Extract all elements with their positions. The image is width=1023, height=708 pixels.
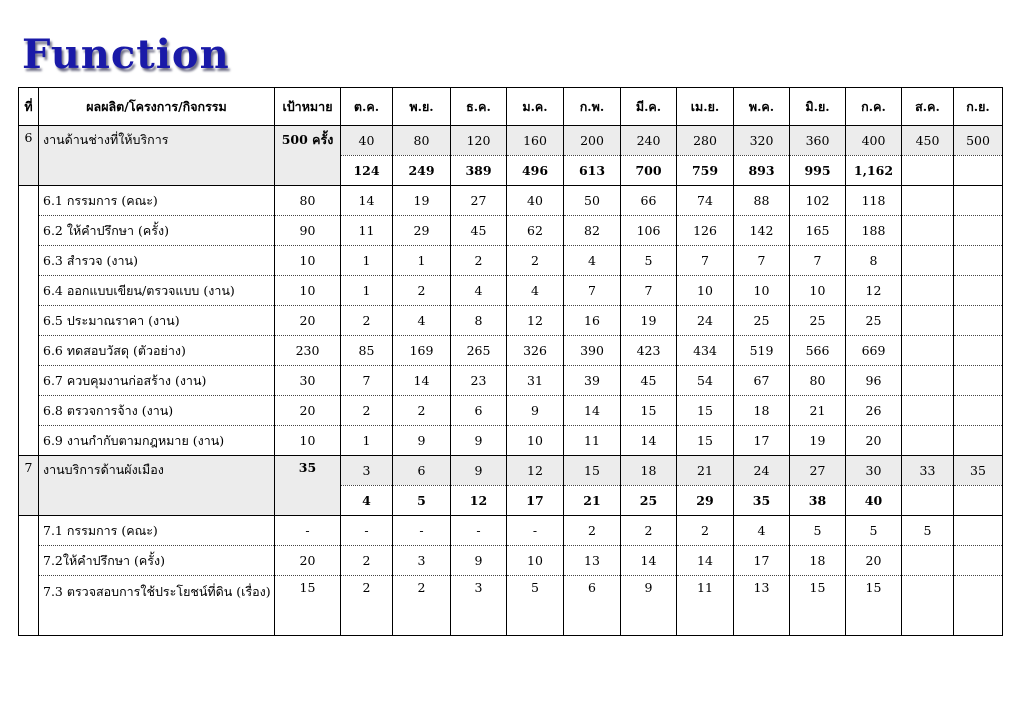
item-name: 7.1 กรรมการ (คณะ) — [39, 516, 275, 546]
item-name: 6.5 ประมาณราคา (งาน) — [39, 306, 275, 336]
item-value: 12 — [846, 276, 902, 306]
item-value: 18 — [734, 396, 790, 426]
item-target: 90 — [275, 216, 341, 246]
item-value: 7 — [790, 246, 846, 276]
item-value: 19 — [621, 306, 677, 336]
actual-value: 38 — [790, 486, 846, 516]
item-name: 6.7 ควบคุมงานก่อสร้าง (งาน) — [39, 366, 275, 396]
item-target: 230 — [275, 336, 341, 366]
item-value: 1 — [393, 246, 451, 276]
item-value: 2 — [341, 396, 393, 426]
header-month: ก.ค. — [846, 88, 902, 126]
actual-value: 893 — [734, 156, 790, 186]
item-value: 16 — [564, 306, 621, 336]
group-name: งานด้านช่างที่ให้บริการ — [39, 126, 275, 186]
item-value: 23 — [451, 366, 507, 396]
item-value: 7 — [621, 276, 677, 306]
item-value — [902, 366, 954, 396]
item-value — [902, 336, 954, 366]
group-number: 7 — [19, 456, 39, 516]
plan-value: 400 — [846, 126, 902, 156]
item-value: 21 — [790, 396, 846, 426]
group-plan-row — [19, 126, 1003, 156]
item-value: 8 — [846, 246, 902, 276]
group-name: งานบริการด้านผังเมือง — [39, 456, 275, 516]
item-value: 54 — [677, 366, 734, 396]
item-value: 4 — [451, 276, 507, 306]
item-name: 6.2 ให้คำปรึกษา (ครั้ง) — [39, 216, 275, 246]
actual-value: 249 — [393, 156, 451, 186]
item-value — [954, 336, 1003, 366]
item-value: 188 — [846, 216, 902, 246]
item-value: 82 — [564, 216, 621, 246]
item-row — [19, 426, 1003, 456]
item-value: 15 — [846, 576, 902, 636]
item-value: 169 — [393, 336, 451, 366]
item-value: 15 — [621, 396, 677, 426]
plan-value: 120 — [451, 126, 507, 156]
actual-value — [902, 156, 954, 186]
plan-value: 160 — [507, 126, 564, 156]
item-value: 96 — [846, 366, 902, 396]
item-value: 2 — [341, 546, 393, 576]
plan-value: 450 — [902, 126, 954, 156]
item-row — [19, 216, 1003, 246]
item-value: 50 — [564, 186, 621, 216]
page-title: Function — [22, 31, 230, 78]
item-value: 2 — [507, 246, 564, 276]
item-value: 74 — [677, 186, 734, 216]
header-month: ม.ค. — [507, 88, 564, 126]
plan-value: 240 — [621, 126, 677, 156]
item-value: 4 — [393, 306, 451, 336]
item-target: - — [275, 516, 341, 546]
item-row — [19, 546, 1003, 576]
item-row — [19, 336, 1003, 366]
item-value: 13 — [734, 576, 790, 636]
item-value: 2 — [677, 516, 734, 546]
item-value: 20 — [846, 426, 902, 456]
item-value — [954, 306, 1003, 336]
item-target: 80 — [275, 186, 341, 216]
item-value: 2 — [621, 516, 677, 546]
item-row — [19, 516, 1003, 546]
header-target: เป้าหมาย — [275, 88, 341, 126]
header-output: ผลผลิต/โครงการ/กิจกรรม — [39, 88, 275, 126]
item-name: 6.3 สำรวจ (งาน) — [39, 246, 275, 276]
header-month: พ.ค. — [734, 88, 790, 126]
item-value: 5 — [507, 576, 564, 636]
item-value: 4 — [564, 246, 621, 276]
item-value: 102 — [790, 186, 846, 216]
item-value — [954, 186, 1003, 216]
header-row — [19, 88, 1003, 126]
item-target: 10 — [275, 426, 341, 456]
item-name: 6.9 งานกำกับตามกฎหมาย (งาน) — [39, 426, 275, 456]
actual-value: 5 — [393, 486, 451, 516]
item-row — [19, 576, 1003, 636]
item-value: 14 — [393, 366, 451, 396]
item-value — [954, 576, 1003, 636]
item-value: 14 — [564, 396, 621, 426]
item-value: 2 — [451, 246, 507, 276]
item-value: - — [507, 516, 564, 546]
item-value: - — [451, 516, 507, 546]
item-value: 14 — [341, 186, 393, 216]
item-row — [19, 246, 1003, 276]
item-value — [954, 246, 1003, 276]
item-value: 20 — [846, 546, 902, 576]
item-value: 10 — [507, 546, 564, 576]
item-value: 3 — [393, 546, 451, 576]
item-value: 45 — [451, 216, 507, 246]
item-value: 7 — [677, 246, 734, 276]
actual-value: 389 — [451, 156, 507, 186]
actual-value — [954, 486, 1003, 516]
item-value: 13 — [564, 546, 621, 576]
plan-value: 24 — [734, 456, 790, 486]
plan-value: 320 — [734, 126, 790, 156]
plan-value: 33 — [902, 456, 954, 486]
item-value — [902, 546, 954, 576]
plan-value: 27 — [790, 456, 846, 486]
actual-value: 613 — [564, 156, 621, 186]
item-value: 17 — [734, 426, 790, 456]
actual-value — [902, 486, 954, 516]
item-target: 10 — [275, 246, 341, 276]
header-month: ก.ย. — [954, 88, 1003, 126]
item-value: 12 — [507, 306, 564, 336]
item-value: 9 — [507, 396, 564, 426]
item-row — [19, 366, 1003, 396]
item-target: 10 — [275, 276, 341, 306]
plan-value: 18 — [621, 456, 677, 486]
group-target: 35 — [275, 456, 341, 516]
item-value: 40 — [507, 186, 564, 216]
item-value — [902, 246, 954, 276]
item-value: 11 — [564, 426, 621, 456]
item-value: 9 — [451, 546, 507, 576]
item-value: 2 — [564, 516, 621, 546]
plan-value: 360 — [790, 126, 846, 156]
item-value — [902, 426, 954, 456]
group-target: 500 ครั้ง — [275, 126, 341, 186]
plan-value: 200 — [564, 126, 621, 156]
item-value: - — [393, 516, 451, 546]
item-value: 2 — [341, 306, 393, 336]
item-value: 26 — [846, 396, 902, 426]
actual-value: 995 — [790, 156, 846, 186]
item-value: 85 — [341, 336, 393, 366]
item-name: 6.1 กรรมการ (คณะ) — [39, 186, 275, 216]
item-value: 118 — [846, 186, 902, 216]
item-value: 519 — [734, 336, 790, 366]
item-value: 423 — [621, 336, 677, 366]
item-value — [902, 576, 954, 636]
actual-value — [954, 156, 1003, 186]
item-value: 24 — [677, 306, 734, 336]
plan-value: 280 — [677, 126, 734, 156]
item-value: 15 — [677, 426, 734, 456]
group-plan-row — [19, 456, 1003, 486]
actual-value: 759 — [677, 156, 734, 186]
plan-value: 6 — [393, 456, 451, 486]
actual-value: 12 — [451, 486, 507, 516]
item-value — [954, 426, 1003, 456]
item-value: 19 — [393, 186, 451, 216]
item-value: 45 — [621, 366, 677, 396]
item-name: 6.8 ตรวจการจ้าง (งาน) — [39, 396, 275, 426]
actual-value: 25 — [621, 486, 677, 516]
item-value: 6 — [564, 576, 621, 636]
item-value: 11 — [341, 216, 393, 246]
item-value: 434 — [677, 336, 734, 366]
plan-value: 35 — [954, 456, 1003, 486]
item-value: 2 — [341, 576, 393, 636]
item-value — [954, 516, 1003, 546]
item-value — [902, 216, 954, 246]
item-row — [19, 276, 1003, 306]
item-value: 67 — [734, 366, 790, 396]
item-value: 17 — [734, 546, 790, 576]
header-month: เม.ย. — [677, 88, 734, 126]
item-value — [902, 306, 954, 336]
item-value — [954, 546, 1003, 576]
item-value: 10 — [677, 276, 734, 306]
item-value: 11 — [677, 576, 734, 636]
item-value: 2 — [393, 276, 451, 306]
item-value — [954, 366, 1003, 396]
item-value: 1 — [341, 426, 393, 456]
plan-value: 40 — [341, 126, 393, 156]
item-value: 29 — [393, 216, 451, 246]
actual-value: 35 — [734, 486, 790, 516]
item-value: 25 — [734, 306, 790, 336]
item-value: 2 — [393, 396, 451, 426]
item-value: 39 — [564, 366, 621, 396]
item-value: 10 — [507, 426, 564, 456]
header-month: ธ.ค. — [451, 88, 507, 126]
group-number: 6 — [19, 126, 39, 186]
item-value — [902, 396, 954, 426]
item-value: 62 — [507, 216, 564, 246]
header-month: ก.พ. — [564, 88, 621, 126]
item-value — [954, 276, 1003, 306]
item-value: 66 — [621, 186, 677, 216]
performance-table — [18, 87, 1003, 636]
item-value: 326 — [507, 336, 564, 366]
item-value: 4 — [507, 276, 564, 306]
item-value: - — [341, 516, 393, 546]
item-value: 10 — [790, 276, 846, 306]
item-value: 14 — [677, 546, 734, 576]
item-target: 15 — [275, 576, 341, 636]
header-month: ต.ค. — [341, 88, 393, 126]
item-target: 20 — [275, 546, 341, 576]
item-target: 30 — [275, 366, 341, 396]
item-value: 4 — [734, 516, 790, 546]
item-name: 7.3 ตรวจสอบการใช้ประโยชน์ที่ดิน (เรื่อง) — [39, 576, 275, 636]
actual-value: 124 — [341, 156, 393, 186]
header-month: พ.ย. — [393, 88, 451, 126]
item-value: 5 — [621, 246, 677, 276]
item-value — [902, 276, 954, 306]
item-value: 3 — [451, 576, 507, 636]
actual-value: 21 — [564, 486, 621, 516]
item-value: 6 — [451, 396, 507, 426]
item-value: 390 — [564, 336, 621, 366]
header-month: มี.ค. — [621, 88, 677, 126]
item-value: 27 — [451, 186, 507, 216]
item-row — [19, 186, 1003, 216]
item-value: 2 — [393, 576, 451, 636]
item-value: 7 — [734, 246, 790, 276]
item-row — [19, 396, 1003, 426]
actual-value: 496 — [507, 156, 564, 186]
item-value: 10 — [734, 276, 790, 306]
item-value: 7 — [564, 276, 621, 306]
actual-value: 40 — [846, 486, 902, 516]
item-row — [19, 306, 1003, 336]
actual-value: 1,162 — [846, 156, 902, 186]
plan-value: 9 — [451, 456, 507, 486]
item-value: 165 — [790, 216, 846, 246]
item-value: 8 — [451, 306, 507, 336]
item-value — [902, 186, 954, 216]
item-number-blank — [19, 516, 39, 636]
item-value: 9 — [393, 426, 451, 456]
item-target: 20 — [275, 306, 341, 336]
plan-value: 15 — [564, 456, 621, 486]
item-value: 106 — [621, 216, 677, 246]
plan-value: 21 — [677, 456, 734, 486]
item-value: 566 — [790, 336, 846, 366]
item-target: 20 — [275, 396, 341, 426]
actual-value: 700 — [621, 156, 677, 186]
actual-value: 4 — [341, 486, 393, 516]
plan-value: 80 — [393, 126, 451, 156]
item-value: 9 — [621, 576, 677, 636]
item-value: 669 — [846, 336, 902, 366]
item-value: 88 — [734, 186, 790, 216]
item-value: 5 — [790, 516, 846, 546]
item-value: 9 — [451, 426, 507, 456]
item-name: 7.2ให้คำปรึกษา (ครั้ง) — [39, 546, 275, 576]
item-value — [954, 396, 1003, 426]
plan-value: 500 — [954, 126, 1003, 156]
item-value: 142 — [734, 216, 790, 246]
plan-value: 12 — [507, 456, 564, 486]
item-number-blank — [19, 186, 39, 456]
item-value: 19 — [790, 426, 846, 456]
item-value: 25 — [790, 306, 846, 336]
item-value: 1 — [341, 246, 393, 276]
item-value: 126 — [677, 216, 734, 246]
header-no: ที่ — [19, 88, 39, 126]
plan-value: 3 — [341, 456, 393, 486]
item-value — [954, 216, 1003, 246]
item-value: 31 — [507, 366, 564, 396]
item-value: 18 — [790, 546, 846, 576]
item-value: 1 — [341, 276, 393, 306]
plan-value: 30 — [846, 456, 902, 486]
header-month: มิ.ย. — [790, 88, 846, 126]
item-value: 80 — [790, 366, 846, 396]
item-value: 15 — [677, 396, 734, 426]
item-value: 15 — [790, 576, 846, 636]
item-value: 5 — [902, 516, 954, 546]
item-value: 25 — [846, 306, 902, 336]
item-name: 6.4 ออกแบบเขียน/ตรวจแบบ (งาน) — [39, 276, 275, 306]
item-value: 265 — [451, 336, 507, 366]
actual-value: 17 — [507, 486, 564, 516]
item-value: 5 — [846, 516, 902, 546]
actual-value: 29 — [677, 486, 734, 516]
item-value: 14 — [621, 426, 677, 456]
item-value: 14 — [621, 546, 677, 576]
header-month: ส.ค. — [902, 88, 954, 126]
item-value: 7 — [341, 366, 393, 396]
item-name: 6.6 ทดสอบวัสดุ (ตัวอย่าง) — [39, 336, 275, 366]
